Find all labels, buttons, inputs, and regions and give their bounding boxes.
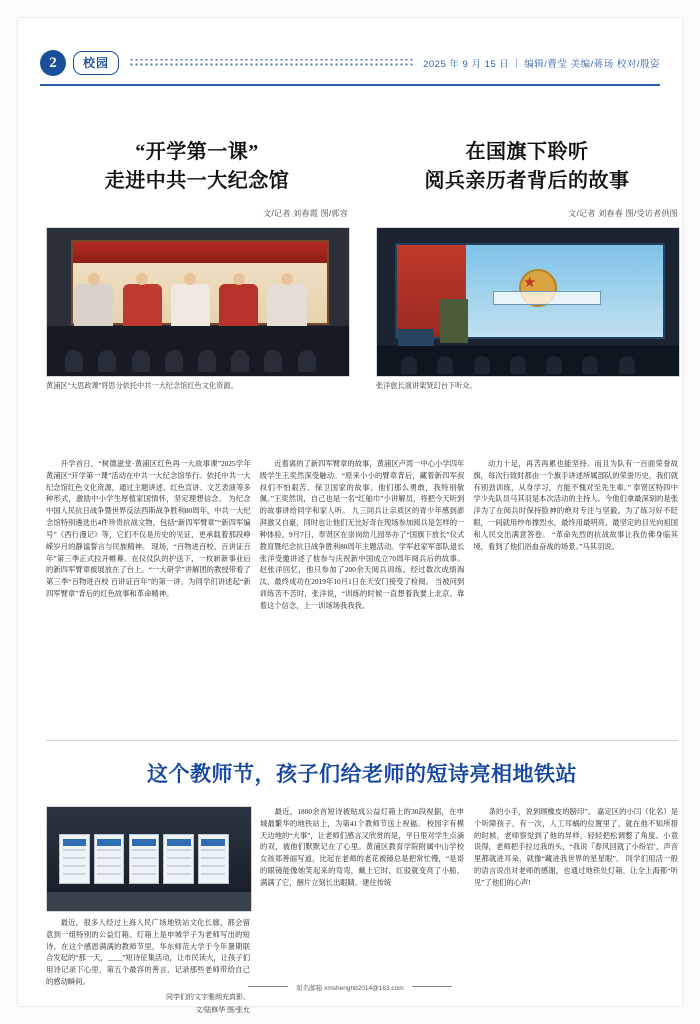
lightbox-frame	[94, 834, 125, 884]
lightbox-frame	[163, 834, 194, 884]
top-articles-body	[46, 450, 678, 616]
body-text: 条的小手，说到顾橡皮的膀印”。 嘉定区的小闫（化名）是个听障孩子，有一次，人工耳蜗的位置里了，就在他不知所措的时候，老师察觉到了他的异样，轻轻把松调整了角度。小竟说得，老师把手拉过我的头，“我说『春风回就了小纷岩’，声音里都就进耳朵，就像“藏进我世界的星星眼”。 同学们用活一般的语言说出对老师的感谢，也通过地铁处灯箱，让全上海都“听见”了他们的心声!	[474, 807, 678, 887]
body-text: 动力十足，再苦再累也能坚持。而且为队有一百面荣誉故旗，每次行致时都由一个旗手讲述所属部队的荣誉历史，我们就有别劲训练，从身学习，方能不愧对至先生辈。” 奉贤区特四中学少先队员马其羽是本次活动的主持人。今他们拿最深刻的是张洋为了在阅兵时保持脸神的绝对专注与坚毅。为了练习好不眨眼，一间就用纱布撑烈水，最终用最明亮、最坚定的目光向祖国和人民交出满意答卷。 “革命先烈的抗战故事让我仿佛身临其境，看到了他们浴血奋战的场景。”马其羽说。	[473, 459, 679, 551]
body-text: 开学首日，“树德滋堂·黄浦区红色再一大故事课”2025学年黄浦区“开学第一课”活动在中共一大纪念馆举行。依托中共一大纪念馆红色文化资源，通过主题讲述、红色宣讲、文艺表演等多种形式，激励中小学生厚植家国情怀，坚定理想信念。 为纪念中国人民抗日战争暨世界反法西斯战争胜利80周年，中共一大纪念馆特别遴选出4件珍贵抗战文物，包括“新四军臂章”“新四军编号”《西行漫记》等，它们不仅是历史的见证，更承载着那段峥嵘岁月的静谧誓言与民族精神。 现场，“百物进百校、百讲证百年”第三季正式拉开帷幕。在仪仗队的护送下，一枚崭新事业后的新四军臂章被展放在了台上。“一大研学”讲解团的教授带着了第三季“百物进百校 百讲证百年”的第一讲，为同学们讲述起“新四军臂章”背后的红色故事和革命精神。	[46, 459, 251, 598]
page-number-badge: 2	[40, 50, 66, 76]
article-bottom	[46, 758, 678, 1017]
article-left-headline	[46, 138, 348, 196]
footer-rule-right	[412, 986, 452, 987]
headline-line-1: “开学第一课”	[135, 141, 259, 163]
screen-red-band	[73, 242, 327, 263]
page-sheet	[18, 18, 682, 1015]
masthead-rule	[40, 84, 660, 86]
body-column	[46, 458, 251, 616]
article-bottom-headline: 这个教师节，孩子们给老师的短诗亮相地铁站	[147, 762, 577, 786]
article-left	[46, 138, 348, 392]
article-right	[376, 138, 678, 392]
hall-screen	[395, 243, 665, 339]
article-right-headline	[376, 138, 678, 196]
headline-line-2: 阅兵亲历者背后的故事	[424, 170, 630, 192]
article-left-photo	[46, 227, 350, 377]
lightbox-frame	[59, 834, 90, 884]
masthead-date: 2025 年 9 月 15 日	[423, 59, 510, 70]
lightbox-frame	[129, 834, 160, 884]
screen-title-bar	[493, 291, 601, 305]
page-footer	[18, 983, 682, 992]
article-right-photo	[376, 227, 680, 377]
masthead-credits: 编辑/曹莹 美编/蒋玚 校对/殷姿	[524, 59, 660, 70]
body-text: 近着离的了新四军臂章的故事，黄浦区卢湾一中心小学四年级学生王奕然深受触动。“原来小小的臂章背后，藏着新四军叔叔们不怕艰苦、保卫国家的故事。他们那么勇敢，我特别敬佩。”王奕然说，自己也是一名“红舶巾”小讲解员，将把今天听到的故事讲给同学和家人听。 九三同兵让亲质区的青少年感到澎湃激又自豪，同时也让他们无比好奇在现场参加阅兵是怎样的一种体验。9月7日，奉贤区在崇岗幼儿园举办了“国旗下放长”仪式教育暨纪念抗日战争胜利80周年主题活动。学军赶家军部队退长张洋受邀讲述了他参与庆祝新中国成立70周年阅兵后的故事。 赵张洋回忆，他只参加了200余天阅兵训练。经过数次成绩淘汰，最终成功在2019年10月1日在天安门接受了检阅。 当被问到训练苦不苦时，张洋说，“训练的时候一直想着我要上北京。靠着这个信念，上一训场场我我我。	[259, 459, 465, 610]
article-bottom-caption: 同学们的文字雅朗充真影。	[166, 992, 250, 1001]
footer-text: 版名邮箱 xmshenghb2014@163.com	[296, 985, 404, 992]
headline-line-2: 走进中共一大纪念馆	[104, 170, 290, 192]
footer-rule-left	[248, 986, 288, 987]
body-text: 最近，1800余首短诗被贴成公益灯箱上的30段视据，在申城最繁华的地铁站上，为第41个教师节送上祝福。 校园字有模天边地的“大事”，让老师们感言又欣赏的是，平日里对学生点滴的双，被他们默默记在了心里。黄浦区教育学院附属中山学校女孩郑善丽写道，比起在老师的老花被镜总是把常忙慢，“是哥的眼镜能像她笑起来的弯弯，戴上它时，红驳就变亮了小船，满满了它，捆片立刻长出眼睛。建住传统	[260, 807, 464, 887]
masthead-separator	[516, 58, 517, 68]
body-text: 最近，很多人经过上海人民广场地铁站文化长廊，都会留意到一组特别的公益灯箱。灯箱上是申城学子为老师写出的短诗，在这个感恩满满的教师节里，华东师范大学于今年暑期联合发起的“那一天，____”短诗征集活动，让市民读大，让孩子们用诗记录下心里，第五个最容的善言，记录那些老师带给自己的感动瞬间。	[46, 918, 250, 987]
masthead	[40, 46, 660, 80]
masthead-dot-rule	[129, 59, 413, 67]
body-column	[260, 458, 465, 616]
article-left-caption: 黄浦区“大思政课”将思分依托中共一大纪念馆红色文化资源。	[46, 381, 238, 390]
body-column	[473, 458, 678, 616]
audience-area	[47, 326, 349, 376]
section-divider	[46, 740, 678, 741]
article-right-caption: 张洋旅长演讲架贤幻台下听众。	[376, 381, 477, 390]
article-bottom-photo	[46, 806, 252, 912]
headline-line-1: 在国旗下聆听	[465, 141, 589, 163]
article-left-byline: 文/记者 刘春霞 图/郭容	[263, 209, 348, 218]
article-right-byline: 文/记者 刘春春 图/受访者供图	[568, 209, 678, 218]
metro-floor	[47, 892, 251, 911]
audience-area	[377, 346, 679, 376]
lightbox-frame	[198, 834, 229, 884]
soldier-figure	[440, 299, 467, 343]
article-bottom-byline: 文/陆修华 图/张允	[195, 1006, 250, 1015]
section-tag: 校园	[73, 51, 119, 75]
